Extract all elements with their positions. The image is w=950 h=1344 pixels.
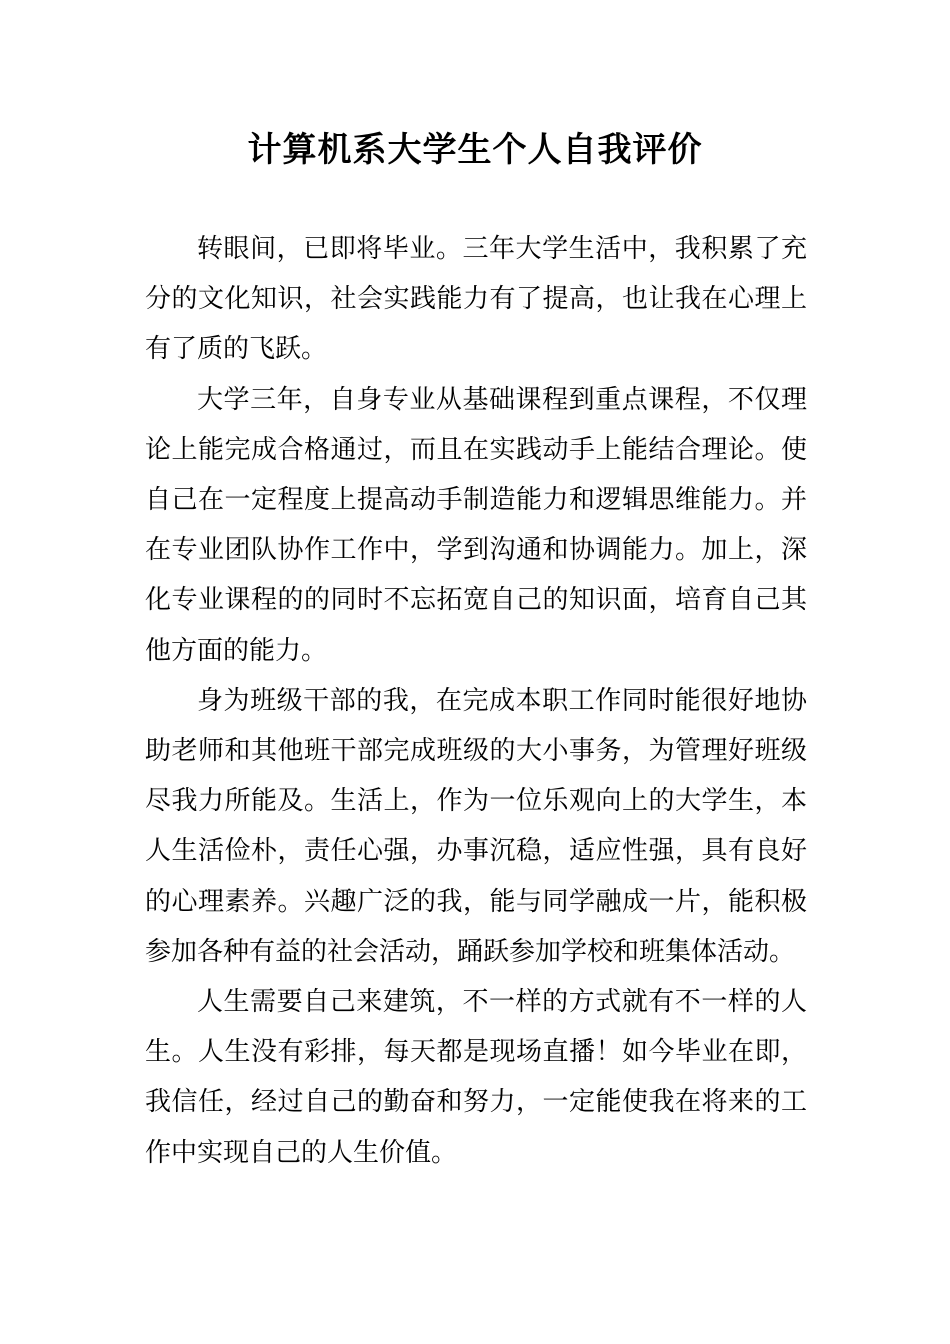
document-body bbox=[145, 224, 807, 1178]
paragraph-study: 大学三年，自身专业从基础课程到重点课程，不仅理论上能完成合格通过，而且在实践动手上能结合理论。使自己在一定程度上提高动手制造能力和逻辑思维能力。并在专业团队协作工作中，学到沟通和协调能力。加上，深化专业课程的的同时不忘拓宽自己的知识面，培育自己其他方面的能力。 bbox=[145, 384, 807, 666]
paragraph-class-duty: 身为班级干部的我，在完成本职工作同时能很好地协助老师和其他班干部完成班级的大小事务，为管理好班级尽我力所能及。生活上，作为一位乐观向上的大学生，本人生活俭朴，责任心强，办事沉稳，适应性强，具有良好的心理素养。兴趣广泛的我，能与同学融成一片，能积极参加各种有益的社会活动，踊跃参加学校和班集体活动。 bbox=[145, 685, 807, 967]
paragraph-life-value: 人生需要自己来建筑，不一样的方式就有不一样的人生。人生没有彩排，每天都是现场直播！如今毕业在即，我信任，经过自己的勤奋和努力，一定能使我在将来的工作中实现自己的人生价值。 bbox=[145, 987, 807, 1168]
document-title: 计算机系大学生个人自我评价 bbox=[247, 130, 703, 170]
paragraph-graduation: 转眼间，已即将毕业。三年大学生活中，我积累了充分的文化知识，社会实践能力有了提高，也让我在心理上有了质的飞跃。 bbox=[145, 234, 807, 365]
